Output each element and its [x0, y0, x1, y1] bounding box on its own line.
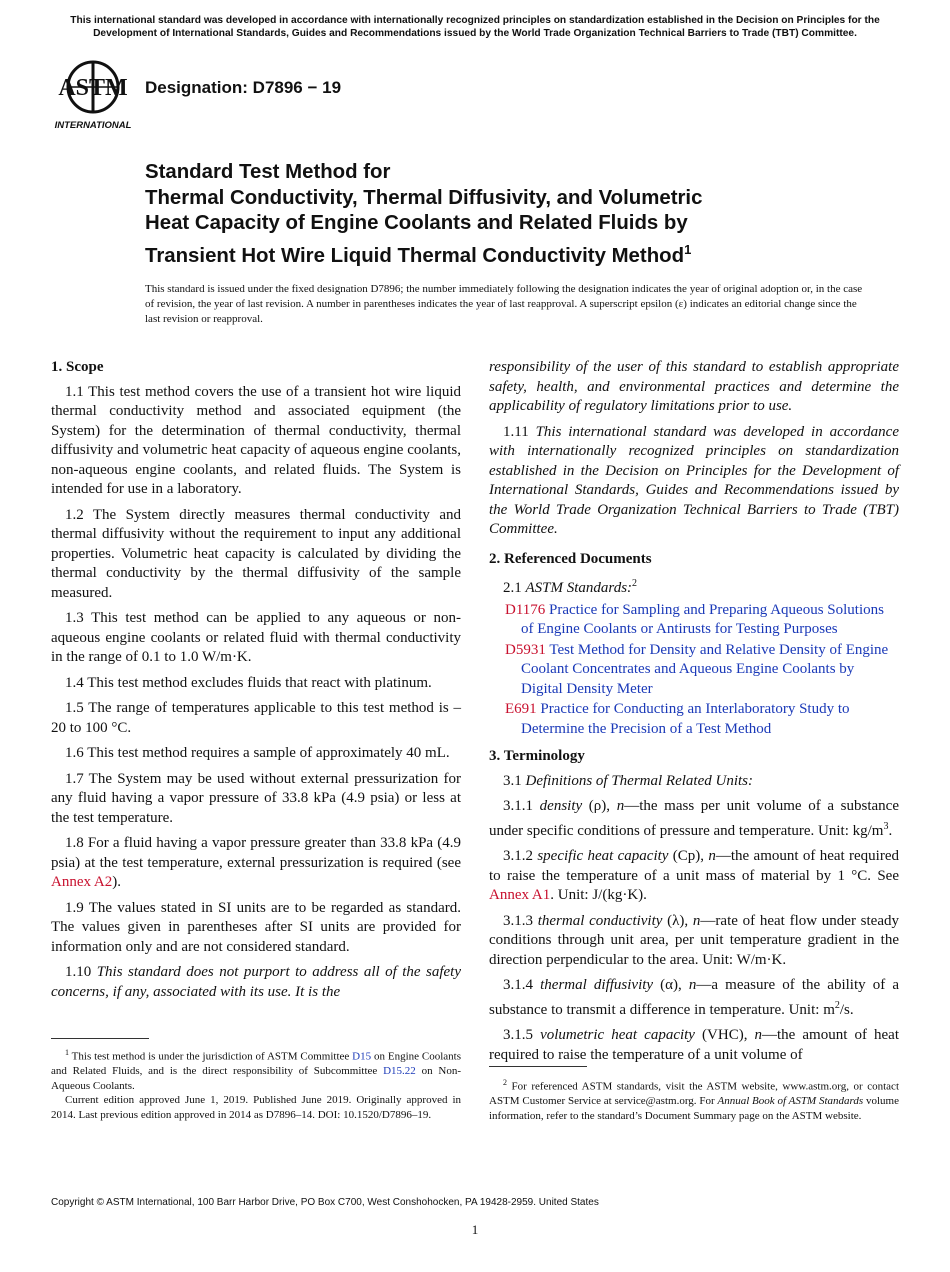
paragraph-1-3: 1.3 This test method can be applied to any aqueous or non-aqueous engine coolants or related fluid with thermal conductivity in the range of 0.1 to 1.0 W/m·K. — [51, 610, 461, 665]
paragraph-1-7: 1.7 The System may be used without external pressurization for any fluid having a vapor pressure of 33.8 kPa (4.9 psia) or less at the test temperature. — [51, 770, 461, 826]
annex-a1-link[interactable]: Annex A1 — [489, 887, 551, 903]
right-column — [489, 358, 899, 1071]
definition-density: 3.1.1 density (ρ), n—the mass per unit volume of a substance under specific conditions of pressure and temperature. Unit: $kg/m^3$. — [489, 798, 900, 839]
footnote-1: $^1$ This test method is under the jurisdiction of ASTM Committee D15 on Engine Coolants and Related Fluids, and is the direct responsibility of Subcommittee D15.22 on Non-Aqueous Coolants. Current edition approved June 1, 2019. Published June 2019. Originally approved in 2014. Last previous edition approved in 2014 as D7896–14. DOI: 10.1520/D7896–19. — [51, 1048, 461, 1121]
reference-item[interactable] — [489, 641, 899, 700]
reference-code: D1176 — [505, 601, 546, 618]
paragraph-1-4: 1.4 This test method excludes fluids that react with platinum. — [65, 674, 432, 691]
subcommittee-d15-22-link[interactable]: D15.22 — [383, 1065, 416, 1078]
reference-code: D5931 — [505, 641, 546, 658]
section-heading-scope: 1. Scope — [51, 359, 104, 375]
footnote-2: $^2$ For referenced ASTM standards, visit the ASTM website, www.astm.org, or contact ASTM Customer Service at service@astm.org. For Annual Book of ASTM Standards volume information, refer to the standard’s Document Summary page on the ASTM website. — [489, 1078, 899, 1122]
paragraph-1-2: 1.2 The System directly measures thermal conductivity and thermal diffusivity without the requirement to input any additional properties. Volumetric heat capacity is calculated by dividing the thermal conductivity by the thermal diffusivity of the sample measured. — [51, 506, 461, 601]
reference-item[interactable] — [489, 700, 899, 739]
paragraph-1-1: 1.1 This test method covers the use of a transient hot wire liquid thermal conductivity method and associated equipment (the System) for the determination of thermal conductivity, thermal diffusivity and volumetric heat capacity of aqueous engine coolants, non-aqueous engine coolants, and related fluids. The System is intended for use in a laboratory. — [51, 383, 461, 497]
title-footnote-mark: 1 — [684, 241, 692, 257]
section-heading-referenced-documents: 2. Referenced Documents — [489, 550, 652, 567]
tbt-notice: This international standard was developed in accordance with internationally recognized principles on standardization established in the Decision on Principles for the Development of International Standards, Guides and Recommendations issued by the World Trade Organization Technical Barriers to Trade (TBT) Committee. — [70, 15, 880, 39]
astm-logo-icon — [52, 58, 134, 132]
designation: Designation: D7896 − 19 — [145, 78, 342, 97]
document-title: Standard Test Method for Thermal Conductivity, Thermal Diffusivity, and Volumetric Heat Capacity of Engine Coolants and Related Fluids by Transient Hot Wire Liquid Thermal Conductivity Method$^1$ — [145, 161, 703, 267]
definition-thermal-conductivity: 3.1.3 thermal conductivity (λ), n—rate of heat flow under steady conditions through unit area, per unit temperature gradient in the direction perpendicular to the area. Unit: W/m·K. — [489, 912, 900, 968]
footnote-rule-right — [489, 1066, 587, 1067]
issued-statement: This standard is issued under the fixed designation D7896; the number immediately following the designation indicates the year of original adoption or, in the case of revision, the year of last revision. A number in parentheses indicates the year of last reapproval. A superscript epsilon (ε) indicates an editorial change since the last revision or reapproval. — [145, 283, 863, 325]
left-column — [51, 358, 461, 1008]
reference-title: Practice for Conducting an Interlaboratory Study to Determine the Precision of a Test Method — [521, 701, 850, 737]
copyright-notice: Copyright © ASTM International, 100 Barr Harbor Drive, PO Box C700, West Conshohocken, PA 19428-2959. United States — [51, 1197, 599, 1208]
approval-note: Current edition approved June 1, 2019. Published June 2019. Originally approved in 2014. Last previous edition approved in 2014 as D7896–14. DOI: 10.1520/D7896–19. — [51, 1094, 461, 1121]
section-heading-terminology: 3. Terminology — [489, 748, 585, 764]
definition-thermal-diffusivity: 3.1.4 thermal diffusivity (α), n—a measure of the ability of a substance to transmit a difference in temperature. Unit: $m^2/s$. — [489, 977, 899, 1018]
definitions-subheading: 3.1 Definitions of Thermal Related Units: — [503, 772, 753, 789]
paragraph-1-10-continued: responsibility of the user of this standard to establish appropriate safety, health, and environmental practices and determine the applicability of regulatory limitations prior to use. — [489, 359, 899, 414]
paragraph-1-8: 1.8 For a fluid having a vapor pressure greater than 33.8 kPa (4.9 psia) at the test temperature, external pressurization is required (see Annex A2). — [51, 835, 461, 890]
reference-title: Practice for Sampling and Preparing Aqueous Solutions of Engine Coolants or Antirusts for Testing Purposes — [521, 601, 884, 637]
paragraph-1-9: 1.9 The values stated in SI units are to be regarded as standard. The values given in parentheses after SI units are provided for information only and are not considered standard. — [51, 899, 461, 955]
paragraph-1-5: 1.5 The range of temperatures applicable to this test method is –20 to 100 °C. — [51, 700, 461, 736]
definition-volumetric-heat-capacity: 3.1.5 volumetric heat capacity (VHC), n—the amount of heat required to raise the temperature of a unit volume of — [489, 1027, 899, 1063]
astm-standards-subheading: 2.1 ASTM Standards:$^2$ — [503, 578, 638, 596]
logo-letters: ASTM — [58, 75, 128, 101]
page-number: 1 — [471, 1222, 479, 1237]
reference-code: E691 — [505, 701, 537, 717]
reference-title: Test Method for Density and Relative Density of Engine Coolant Concentrates and Aqueous Engine Coolants by Digital Density Meter — [521, 641, 889, 697]
definition-specific-heat-capacity: 3.1.2 specific heat capacity (Cp), n—the amount of heat required to raise the temperature of a unit mass of material by 1 °C. See Annex A1. Unit: J/(kg·K). — [489, 848, 899, 903]
paragraph-1-10: 1.10 This standard does not purport to address all of the safety concerns, if any, associated with its use. It is the — [51, 964, 462, 1000]
annex-a2-link[interactable]: Annex A2 — [51, 874, 113, 890]
reference-item[interactable] — [489, 601, 899, 640]
footnote-rule-left — [51, 1038, 149, 1039]
logo-sub: INTERNATIONAL — [54, 120, 132, 131]
paragraph-1-11: 1.11 This international standard was developed in accordance with internationally recognized principles on standardization established in the Decision on Principles for the Development of International Standards, Guides and Recommendations issued by the World Trade Organization Technical Barriers to Trade (TBT) Committee. — [489, 423, 899, 537]
paragraph-1-6: 1.6 This test method requires a sample of approximately 40 mL. — [65, 745, 450, 761]
committee-d15-link[interactable]: D15 — [352, 1050, 372, 1063]
